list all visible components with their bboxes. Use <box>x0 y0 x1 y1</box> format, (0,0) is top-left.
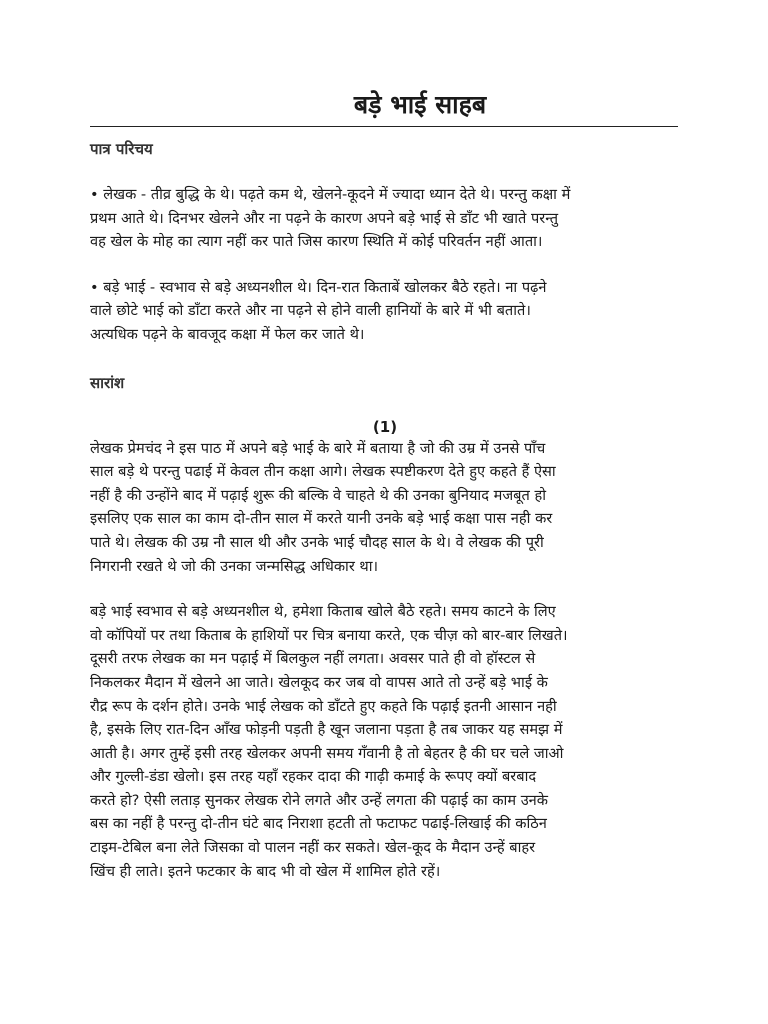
document-page <box>90 88 680 883</box>
spacer <box>90 347 680 371</box>
spacer <box>90 578 680 600</box>
spacer <box>90 395 680 417</box>
characters-heading: पात्र परिचय <box>90 140 153 158</box>
spacer <box>90 254 680 276</box>
part-number: (1) <box>372 417 398 436</box>
character-elder-brother-paragraph: • बड़े भाई - स्वभाव से बड़े अध्यनशील थे। दिन-रात किताबें खोलकर बैठे रहते। ना पढ़ने वाले छोटे भाई को डाँटा करते और ना पढ़ने से होने वाली हानियों के बारे में भी बताते। अत्यधिक पढ़ने के बावजूद कक्षा में फेल कर जाते थे। <box>90 278 547 343</box>
character-writer-paragraph: • लेखक - तीव्र बुद्धि के थे। पढ़ते कम थे, खेलने-कूदने में ज्यादा ध्यान देते थे। परन्तु कक्षा में प्रथम आते थे। दिनभर खेलने और ना पढ़ने के कारण अपने बड़े भाई से डाँट भी खाते परन्तु वह खेल के मोह का त्याग नहीं कर पाते जिस कारण स्थिति में कोई परिवर्तन नहीं आता। <box>90 186 571 251</box>
document-title: बड़े भाई साहब <box>353 90 487 119</box>
summary-paragraph-2: बड़े भाई स्वभाव से बड़े अध्यनशील थे, हमेशा किताब खोले बैठे रहते। समय काटने के लिए वो कॉपियों पर तथा किताब के हाशियों पर चित्र बनाया करते, एक चीज़ को बार-बार लिखते। दूसरी तरफ लेखक का मन पढ़ाई में बिलकुल नहीं लगता। अवसर पाते ही वो हॉस्टल से निकलकर मैदान में खेलने आ जाते। खेलकूद कर जब वो वापस आते तो उन्हें बड़े भाई के रौद्र रूप के दर्शन होते। उनके भाई लेखक को डाँटते हुए कहते कि पढ़ाई इतनी आसान नही है, इसके लिए रात-दिन आँख फोड़नी पड़ती है खून जलाना पड़ता है तब जाकर यह समझ में आती है। अगर तुम्हें इसी तरह खेलकर अपनी समय गँवानी है तो बेहतर है की घर चले जाओ और गुल्ली-डंडा खेलो। इस तरह यहाँ रहकर दादा की गाढ़ी कमाई के रूपए क्यों बरबाद करते हो? ऐसी लताड़ सुनकर लेखक रोने लगते और उन्हें लगता की पढ़ाई का काम उनके बस का नहीं है परन्तु दो-तीन घंटे बाद निराशा हटती तो फटाफट पढाई-लिखाई की कठिन टाइम-टेबिल बना लेते जिसका वो पालन नहीं कर सकते। खेल-कूद के मैदान उन्हें बाहर खिंच ही लाते। इतने फटकार के बाद भी वो खेल में शामिल होते रहें। <box>90 603 568 880</box>
summary-heading: सारांश <box>90 373 125 392</box>
summary-paragraph-1: लेखक प्रेमचंद ने इस पाठ में अपने बड़े भाई के बारे में बताया है जो की उम्र में उनसे पाँच साल बड़े थे परन्तु पढाई में केवल तीन कक्षा आगे। लेखक स्पष्टीकरण देते हुए कहते हैं ऐसा नहीं है की उन्होंने बाद में पढ़ाई शुरू की बल्कि वे चाहते थे की उनका बुनियाद मजबूत हो इसलिए एक साल का काम दो-तीन साल में करते यानी उनके बड़े भाई कक्षा पास नही कर पाते थे। लेखक की उम्र नौ साल थी और उनके भाई चौदह साल के थे। वे लेखक की पूरी निगरानी रखते थे जो की उनका जन्मसिद्ध अधिकार था। <box>90 439 556 575</box>
title-divider <box>90 126 678 127</box>
spacer <box>90 161 680 183</box>
